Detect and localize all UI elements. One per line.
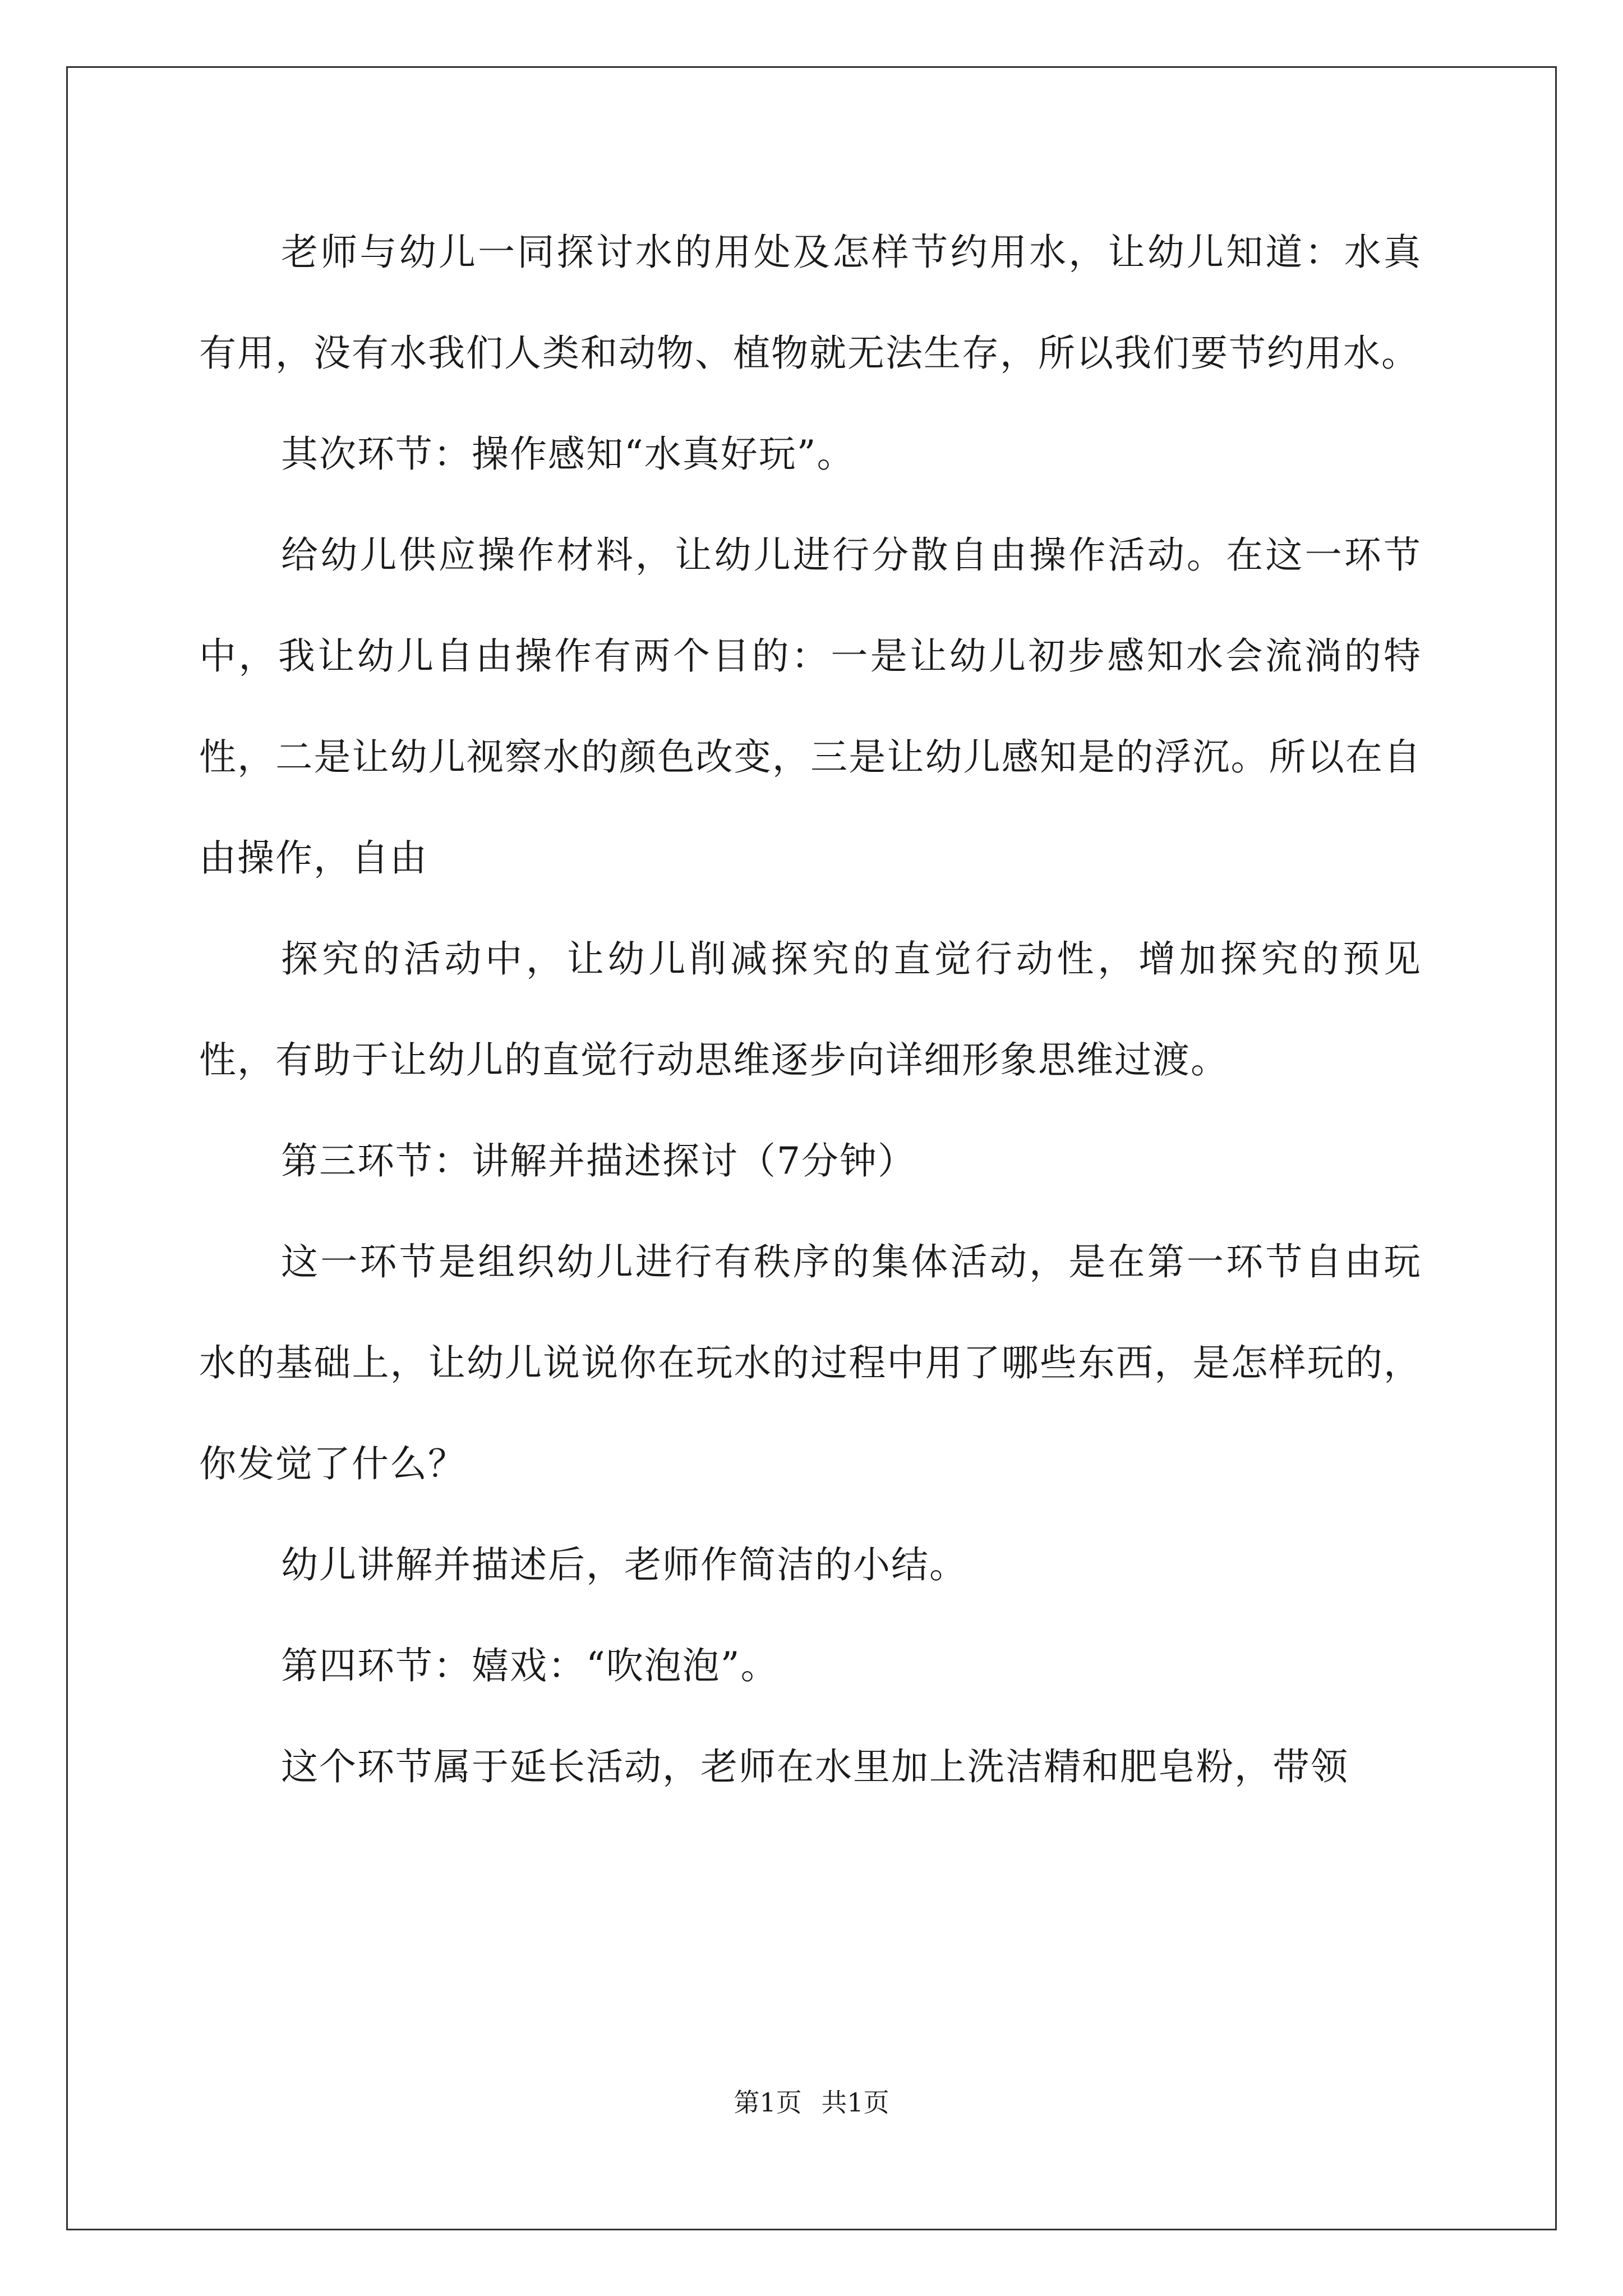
paragraph-1: 老师与幼儿一同探讨水的用处及怎样节约用水，让幼儿知道：水真有用，没有水我们人类和动物、植物就无法生存，所以我们要节约用水。 (199, 231, 1422, 375)
paragraph-5: 第三环节：讲解并描述探讨（7分钟） (281, 1139, 916, 1182)
paragraph-4: 探究的活动中，让幼儿削减探究的直觉行动性，增加探究的预见性，有助于让幼儿的直觉行动思维逐步向详细形象思维过渡。 (199, 937, 1422, 1082)
paragraph-8: 第四环节：嬉戏：“吹泡泡”。 (281, 1644, 779, 1687)
page-number: 第1页 (734, 2087, 802, 2118)
paragraph-6: 这一环节是组织幼儿进行有秩序的集体活动，是在第一环节自由玩水的基础上，让幼儿说说你在玩水的过程中用了哪些东西，是怎样玩的，你发觉了什么？ (199, 1240, 1422, 1485)
page-footer (0, 2086, 1623, 2119)
document-body (199, 202, 1422, 1818)
paragraph-7: 幼儿讲解并描述后，老师作简洁的小结。 (281, 1543, 967, 1586)
paragraph-2: 其次环节：操作感知“水真好玩”。 (281, 432, 855, 476)
paragraph-9: 这个环节属于延长活动，老师在水里加上洗洁精和肥皂粉，带领 (281, 1745, 1349, 1788)
page-total: 共1页 (821, 2087, 889, 2118)
paragraph-3: 给幼儿供应操作材料，让幼儿进行分散自由操作活动。在这一环节中，我让幼儿自由操作有两个目的：一是让幼儿初步感知水会流淌的特性，二是让幼儿视察水的颜色改变，三是让幼儿感知是的浮沉。所以在自由操作，自由 (199, 533, 1422, 880)
